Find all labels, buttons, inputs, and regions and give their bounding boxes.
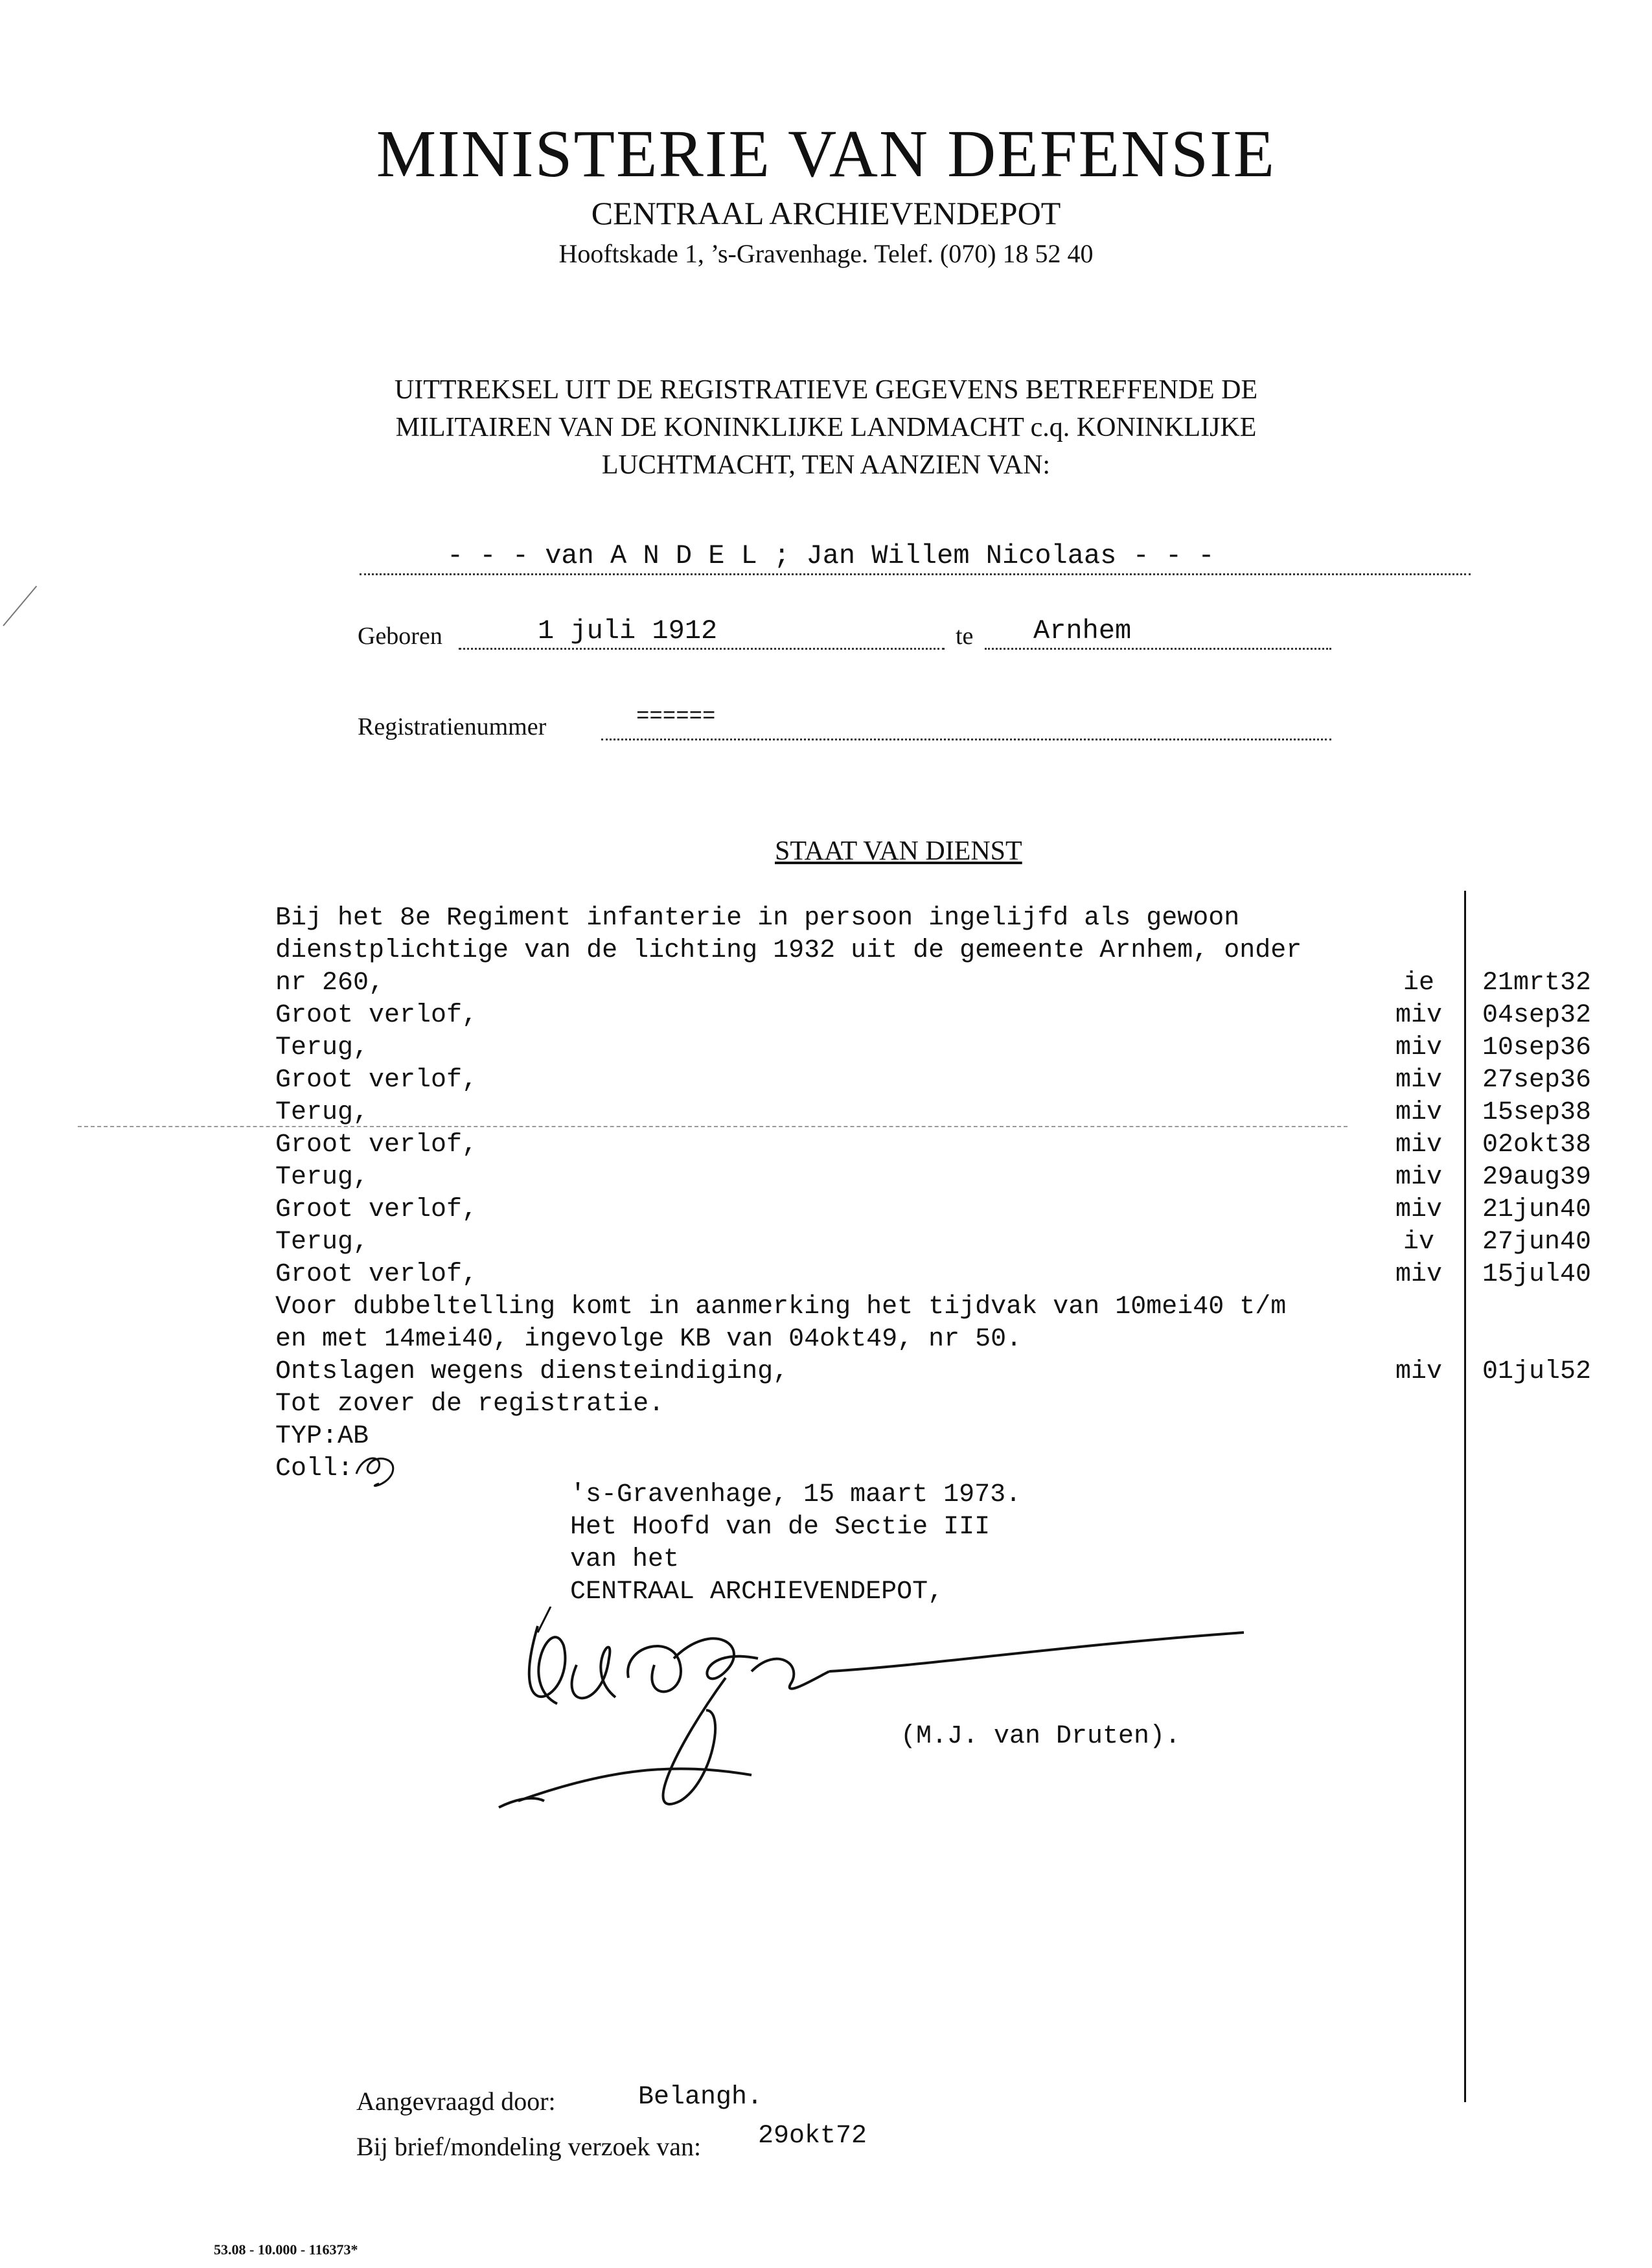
service-entry-mark: miv: [1395, 1357, 1442, 1386]
service-entry: Groot verlof,: [275, 1066, 478, 1095]
collation-code: Coll:: [275, 1454, 354, 1483]
service-entry-mark: miv: [1395, 1130, 1442, 1160]
service-entry: Tot zover de registratie.: [275, 1390, 665, 1419]
service-entry-date: 15sep38: [1482, 1098, 1592, 1127]
ministry-title: MINISTERIE VAN DEFENSIE: [376, 117, 1276, 191]
service-entry-mark: ie: [1403, 968, 1434, 998]
born-date-dotted-line: [459, 648, 945, 650]
service-entry-mark: miv: [1395, 1066, 1442, 1095]
collation-initials-mark: [347, 1448, 418, 1493]
service-entry-mark: miv: [1395, 1195, 1442, 1224]
born-place-value: Arnhem: [1033, 615, 1132, 647]
service-entry-date: 21mrt32: [1482, 968, 1592, 998]
born-date-value: 1 juli 1912: [538, 615, 718, 647]
typist-code: TYP:AB: [275, 1422, 369, 1451]
born-place-label: te: [956, 623, 974, 650]
extract-heading-line-2: MILITAIREN VAN DE KONINKLIJKE LANDMACHT c.q. KONINKLIJKE: [395, 413, 1257, 442]
signatory-department: CENTRAAL ARCHIEVENDEPOT,: [570, 1577, 944, 1607]
service-entry-date: 27jun40: [1482, 1228, 1592, 1257]
name-dotted-line: [360, 573, 1471, 575]
service-entry: Ontslagen wegens diensteindiging,: [275, 1357, 789, 1386]
extract-heading-line-1: UITTREKSEL UIT DE REGISTRATIEVE GEGEVENS BETREFFENDE DE: [394, 375, 1258, 405]
service-entry: Voor dubbeltelling komt in aanmerking het tijdvak van 10mei40 t/m: [275, 1292, 1287, 1322]
service-record-title: STAAT VAN DIENST: [775, 836, 1022, 866]
service-entry: en met 14mei40, ingevolge KB van 04okt49, nr 50.: [275, 1325, 1022, 1354]
place-date: 's-Gravenhage, 15 maart 1973.: [570, 1480, 1022, 1509]
service-entry-date: 27sep36: [1482, 1066, 1592, 1095]
registration-value: ======: [636, 705, 716, 729]
registration-dotted-line: [601, 739, 1331, 740]
scan-artifact-mark: [3, 586, 37, 626]
date-column-rule: [1464, 891, 1466, 2102]
service-entry: Groot verlof,: [275, 1195, 478, 1224]
service-entry: Terug,: [275, 1098, 369, 1127]
service-entry: Terug,: [275, 1163, 369, 1192]
service-entry: Terug,: [275, 1228, 369, 1257]
service-entry-date: 21jun40: [1482, 1195, 1592, 1224]
service-entry-date: 29aug39: [1482, 1163, 1592, 1192]
service-entry: Terug,: [275, 1033, 369, 1062]
extract-heading-line-3: LUCHTMACHT, TEN AANZIEN VAN:: [601, 450, 1051, 480]
service-entry: Groot verlof,: [275, 1260, 478, 1289]
service-entry-date: 02okt38: [1482, 1130, 1592, 1160]
service-entry-mark: miv: [1395, 1163, 1442, 1192]
service-entry: dienstplichtige van de lichting 1932 uit de gemeente Arnhem, onder: [275, 936, 1302, 965]
born-label: Geboren: [358, 623, 442, 650]
service-entry-mark: iv: [1403, 1228, 1434, 1257]
service-entry-mark: miv: [1395, 1098, 1442, 1127]
request-type-label: Bij brief/mondeling verzoek van:: [356, 2132, 702, 2161]
archive-address: Hooftskade 1, ’s-Gravenhage. Telef. (070) 18 52 40: [558, 239, 1094, 268]
request-date-value: 29okt72: [758, 2122, 867, 2151]
service-entry: Bij het 8e Regiment infanterie in persoon ingelijfd als gewoon: [275, 904, 1240, 933]
person-name: - - - van A N D E L ; Jan Willem Nicolaas - - -: [447, 540, 1215, 571]
service-entry-mark: miv: [1395, 1001, 1442, 1030]
signatory-title-2: van het: [570, 1545, 680, 1574]
service-entry-date: 01jul52: [1482, 1357, 1592, 1386]
service-entry-mark: miv: [1395, 1033, 1442, 1062]
born-place-dotted-line: [985, 648, 1331, 650]
service-entry-date: 04sep32: [1482, 1001, 1592, 1030]
signatory-title: Het Hoofd van de Sectie III: [570, 1513, 991, 1542]
service-entry-mark: miv: [1395, 1260, 1442, 1289]
registration-label: Registratienummer: [358, 713, 547, 740]
signer-name: (M.J. van Druten).: [901, 1722, 1181, 1751]
requested-by-label: Aangevraagd door:: [356, 2087, 556, 2116]
archive-subtitle: CENTRAAL ARCHIEVENDEPOT: [591, 195, 1061, 231]
service-entry-date: 10sep36: [1482, 1033, 1592, 1062]
requested-by-value: Belangh.: [638, 2083, 763, 2112]
service-entry-date: 15jul40: [1482, 1260, 1592, 1289]
form-code: 53.08 - 10.000 - 116373*: [214, 2241, 358, 2258]
service-entry: Groot verlof,: [275, 1001, 478, 1030]
service-entry: Groot verlof,: [275, 1130, 478, 1160]
service-entry: nr 260,: [275, 968, 385, 998]
